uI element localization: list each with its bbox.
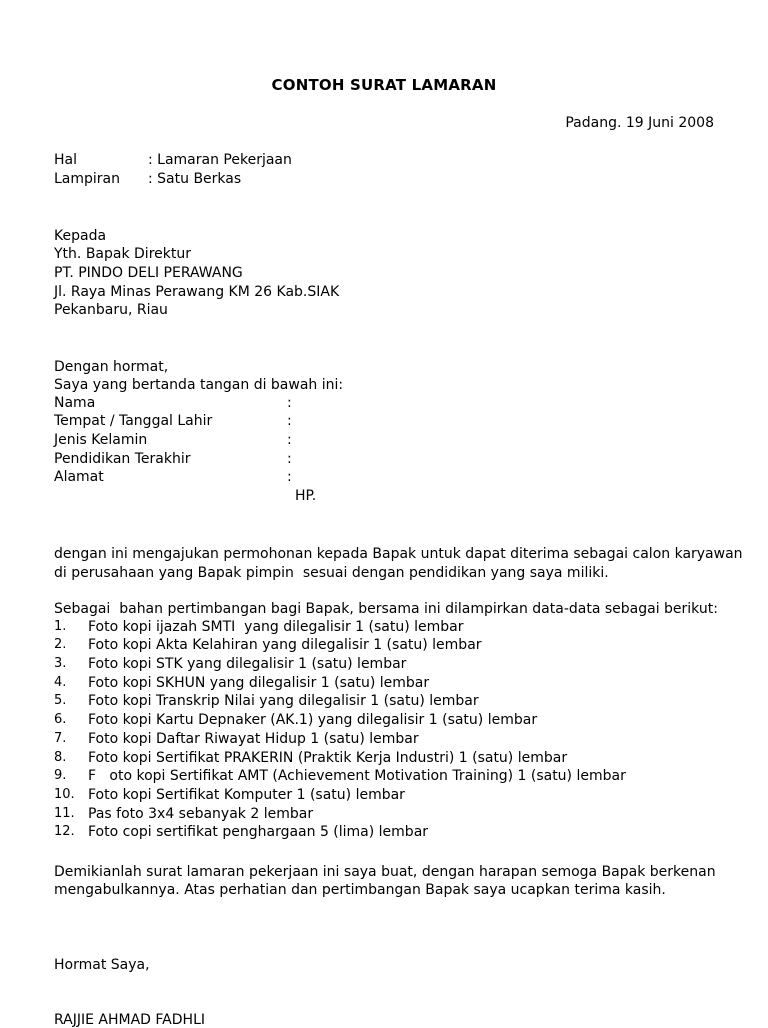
list-item: Pas foto 3x4 sebanyak 2 lembar <box>88 806 314 822</box>
field-colon: : <box>287 469 292 485</box>
list-item: Foto kopi Sertifikat PRAKERIN (Praktik Kerja Industri) 1 (satu) lembar <box>88 750 568 766</box>
list-item: Foto kopi Daftar Riwayat Hidup 1 (satu) lembar <box>88 731 419 747</box>
list-item: Foto copi sertifikat penghargaan 5 (lima) lembar <box>88 824 429 840</box>
list-item-number: 12. <box>54 824 75 839</box>
subject-value: : Lamaran Pekerjaan <box>148 152 292 168</box>
attachment-value: : Satu Berkas <box>148 171 242 187</box>
list-item-number: 10. <box>54 787 75 802</box>
field-colon: : <box>287 432 292 448</box>
recipient-line: Pekanbaru, Riau <box>54 302 168 318</box>
field-colon: : <box>287 395 292 411</box>
list-item: Foto kopi SKHUN yang dilegalisir 1 (satu) lembar <box>88 675 430 691</box>
attachments-intro: Sebagai bahan pertimbangan bagi Bapak, bersama ini dilampirkan data-data sebagai berikut: <box>54 601 718 617</box>
field-label-name: Nama <box>54 395 96 411</box>
list-item-number: 3. <box>54 656 67 671</box>
recipient-line: Kepada <box>54 228 107 244</box>
paragraph-line: mengabulkannya. Atas perhatian dan pertimbangan Bapak saya ucapkan terima kasih. <box>54 882 666 898</box>
phone-label: HP. <box>295 488 317 504</box>
field-label-education: Pendidikan Terakhir <box>54 451 191 467</box>
field-colon: : <box>287 413 292 429</box>
intro-line: Saya yang bertanda tangan di bawah ini: <box>54 377 344 393</box>
paragraph-line: di perusahaan yang Bapak pimpin sesuai dengan pendidikan yang saya miliki. <box>54 565 609 581</box>
list-item-number: 9. <box>54 768 67 783</box>
list-item-number: 11. <box>54 806 75 821</box>
field-colon: : <box>287 451 292 467</box>
letter-title: CONTOH SURAT LAMARAN <box>271 76 497 94</box>
list-item: Foto kopi STK yang dilegalisir 1 (satu) lembar <box>88 656 407 672</box>
list-item: F oto kopi Sertifikat AMT (Achievement Motivation Training) 1 (satu) lembar <box>88 768 626 784</box>
signature-name: RAJJIE AHMAD FADHLI <box>54 1012 205 1028</box>
recipient-line: PT. PINDO DELI PERAWANG <box>54 265 243 281</box>
list-item-number: 4. <box>54 675 67 690</box>
paragraph-line: dengan ini mengajukan permohonan kepada Bapak untuk dapat diterima sebagai calon karyawan <box>54 546 743 562</box>
list-item-number: 8. <box>54 750 67 765</box>
list-item-number: 6. <box>54 712 67 727</box>
recipient-line: Jl. Raya Minas Perawang KM 26 Kab.SIAK <box>54 284 340 300</box>
list-item: Foto kopi ijazah SMTI yang dilegalisir 1 (satu) lembar <box>88 619 464 635</box>
attachment-label: Lampiran <box>54 171 121 187</box>
list-item-number: 7. <box>54 731 67 746</box>
recipient-line: Yth. Bapak Direktur <box>54 246 191 262</box>
field-label-address: Alamat <box>54 469 104 485</box>
field-label-gender: Jenis Kelamin <box>54 432 148 448</box>
list-item: Foto kopi Kartu Depnaker (AK.1) yang dilegalisir 1 (satu) lembar <box>88 712 538 728</box>
subject-label: Hal <box>54 152 77 168</box>
list-item: Foto kopi Sertifikat Komputer 1 (satu) lembar <box>88 787 405 803</box>
list-item: Foto kopi Akta Kelahiran yang dilegalisir 1 (satu) lembar <box>88 637 482 653</box>
list-item-number: 2. <box>54 637 67 652</box>
sign-off: Hormat Saya, <box>54 957 150 973</box>
list-item-number: 5. <box>54 693 67 708</box>
list-item: Foto kopi Transkrip Nilai yang dilegalisir 1 (satu) lembar <box>88 693 479 709</box>
greeting: Dengan hormat, <box>54 359 169 375</box>
list-item-number: 1. <box>54 619 67 634</box>
paragraph-line: Demikianlah surat lamaran pekerjaan ini saya buat, dengan harapan semoga Bapak berkenan <box>54 864 716 880</box>
letter-date: Padang. 19 Juni 2008 <box>565 115 714 131</box>
field-label-birth: Tempat / Tanggal Lahir <box>54 413 213 429</box>
